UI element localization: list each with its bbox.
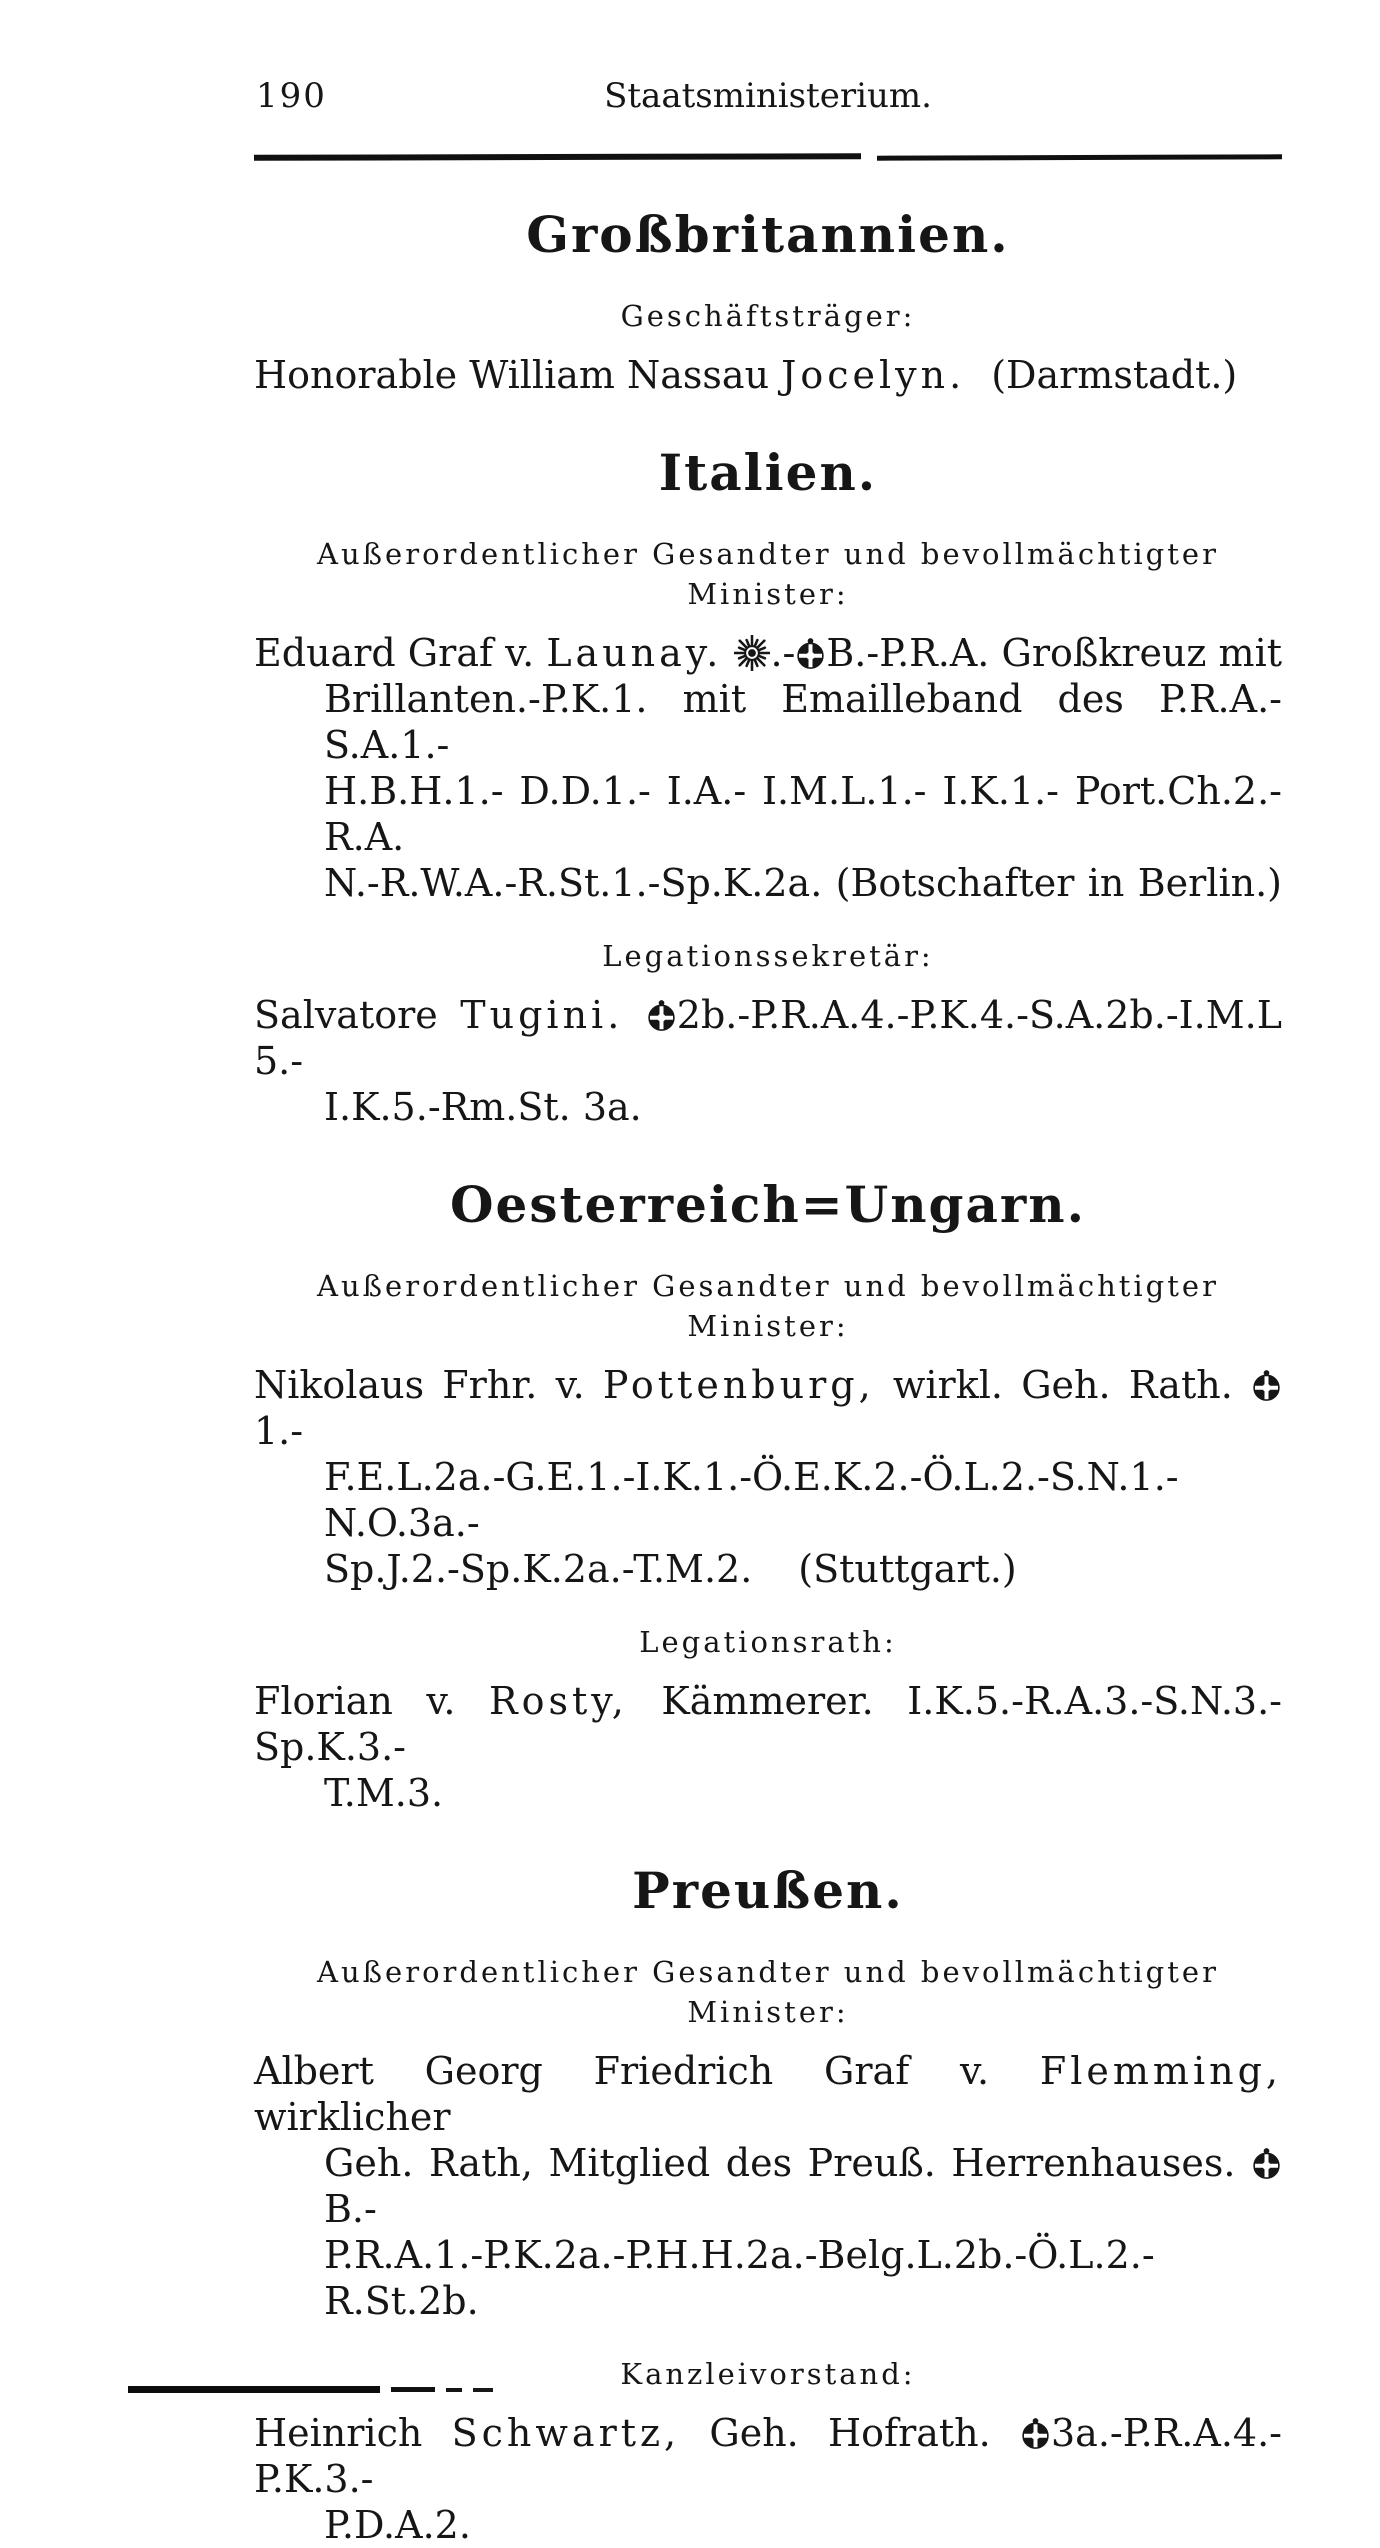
entry-text: Sp.J.2.-Sp.K.2a.-T.M.2. xyxy=(324,1547,753,1591)
entry-line xyxy=(254,1770,1282,1816)
person-entry xyxy=(254,2048,1282,2324)
section-title: Oesterreich=Ungarn. xyxy=(449,1175,1087,1234)
role-heading-line: Minister: xyxy=(687,1309,849,1343)
entry-line xyxy=(254,2410,1282,2502)
cross-medal-icon xyxy=(1251,1369,1282,1405)
cross-medal-icon xyxy=(1251,2147,1282,2183)
entry-line xyxy=(254,2232,1282,2324)
header-rule xyxy=(254,154,1282,160)
sections-container xyxy=(254,204,1282,2548)
entry-text: Geh. Hofrath. xyxy=(680,2411,1020,2455)
spaced-surname: Launay. xyxy=(546,631,723,675)
role-heading-line: Geschäftsträger: xyxy=(620,299,916,333)
cross-medal-icon xyxy=(646,999,677,1035)
entry-text xyxy=(722,631,734,675)
cross-medal-icon xyxy=(795,637,826,673)
entry-line xyxy=(254,630,1282,676)
entry-text: Brillanten.-P.K.1. mit Emailleband des P.R.A.-S.A.1.- xyxy=(324,677,1282,767)
country-section xyxy=(254,1174,1282,1816)
entry-line xyxy=(254,1454,1282,1546)
spaced-surname: Schwartz, xyxy=(451,2411,681,2455)
role-heading xyxy=(254,296,1282,336)
section-title: Preußen. xyxy=(632,1861,904,1920)
text-gap xyxy=(965,387,991,388)
person-entry xyxy=(254,2410,1282,2548)
page-number: 190 xyxy=(256,76,327,116)
role-heading xyxy=(254,534,1282,614)
role-heading-line: Kanzleivorstand: xyxy=(620,2357,916,2391)
page-header xyxy=(254,74,1282,118)
entry-text xyxy=(623,993,646,1037)
role-heading xyxy=(254,936,1282,976)
entry-text: 2b.-P.R.A.4.-P.K.4.-S.A.2b.-I.M.L 5.- xyxy=(254,993,1282,1083)
entry-text: Florian v. xyxy=(254,1679,490,1723)
entry-text: Geh. Rath, Mitglied des Preuß. Herrenhauses. xyxy=(324,2141,1251,2185)
section-title: Großbritannien. xyxy=(526,205,1010,264)
spaced-surname: Flemming, xyxy=(1039,2049,1282,2093)
entry-line xyxy=(254,860,1282,906)
smudge-segment xyxy=(391,2387,435,2392)
role-heading xyxy=(254,1622,1282,1662)
entry-text: (Stuttgart.) xyxy=(798,1547,1017,1591)
entry-text: 3a.-P.R.A.4.-P.K.3.- xyxy=(254,2411,1282,2501)
entry-text: T.M.3. xyxy=(324,1771,444,1815)
role-heading-line: Legationsrath: xyxy=(639,1625,897,1659)
page-content xyxy=(254,0,1282,2548)
entry-line xyxy=(254,2048,1282,2140)
smudge-segment xyxy=(128,2386,380,2393)
entry-line xyxy=(254,992,1282,1084)
entry-text: N.-R.W.A.-R.St.1.-Sp.K.2a. (Botschafter in Berlin.) xyxy=(324,861,1282,905)
entry-line xyxy=(254,352,1282,398)
smudge-segment xyxy=(446,2388,462,2392)
entry-line xyxy=(254,2140,1282,2232)
person-entry xyxy=(254,630,1282,906)
entry-text: (Darmstadt.) xyxy=(991,353,1238,397)
role-heading xyxy=(254,1952,1282,2032)
role-heading xyxy=(254,1266,1282,1346)
entry-text: Kämmerer. I.K.5.-R.A.3.-S.N.3.-Sp.K.3.- xyxy=(254,1679,1282,1769)
entry-line xyxy=(254,2502,1282,2548)
entry-line xyxy=(254,768,1282,860)
entry-line xyxy=(254,1678,1282,1770)
entry-text: .- xyxy=(770,631,796,675)
role-heading-line: Minister: xyxy=(687,577,849,611)
entry-line xyxy=(254,1546,1282,1592)
entry-text: B.- xyxy=(324,2187,377,2231)
entry-text: H.B.H.1.- D.D.1.- I.A.- I.M.L.1.- I.K.1.- Port.Ch.2.- R.A. xyxy=(324,769,1282,859)
section-title: Italien. xyxy=(658,443,878,502)
person-entry xyxy=(254,992,1282,1130)
entry-text: wirklicher xyxy=(254,2095,451,2139)
country-section xyxy=(254,442,1282,1130)
entry-text: F.E.L.2a.-G.E.1.-I.K.1.-Ö.E.K.2.-Ö.L.2.-S.N.1.-N.O.3a.- xyxy=(324,1455,1179,1545)
header-rule-right-segment xyxy=(877,154,1282,160)
running-header: Staatsministerium. xyxy=(604,76,932,116)
role-heading-line: Legationssekretär: xyxy=(602,939,934,973)
entry-text: B.-P.R.A. Großkreuz mit xyxy=(826,631,1283,675)
role-heading-line: Außerordentlicher Gesandter und bevollmächtigter xyxy=(317,537,1219,571)
entry-text: Honorable William Nassau xyxy=(254,353,782,397)
person-entry xyxy=(254,1678,1282,1816)
person-entry xyxy=(254,352,1282,398)
role-heading-line: Minister: xyxy=(687,1995,849,2029)
cross-medal-icon xyxy=(1020,2417,1051,2453)
entry-text: Albert Georg Friedrich Graf v. xyxy=(254,2049,1040,2093)
entry-text: 1.- xyxy=(254,1409,304,1453)
person-entry xyxy=(254,1362,1282,1592)
text-gap xyxy=(752,1581,798,1582)
entry-text: P.R.A.1.-P.K.2a.-P.H.H.2a.-Belg.L.2b.-Ö.L.2.-R.St.2b. xyxy=(324,2233,1155,2323)
entry-text: P.D.A.2. xyxy=(324,2503,471,2547)
spaced-surname: Tugini. xyxy=(460,993,624,1037)
role-heading-line: Außerordentlicher Gesandter und bevollmächtigter xyxy=(317,1269,1219,1303)
spaced-surname: Rosty, xyxy=(489,1679,628,1723)
entry-text: Heinrich xyxy=(254,2411,452,2455)
entry-text: wirkl. Geh. Rath. xyxy=(874,1363,1251,1407)
sunburst-ornament xyxy=(734,635,770,671)
entry-line xyxy=(254,1362,1282,1454)
bottom-edge-ink-smudge xyxy=(128,2386,493,2393)
smudge-segment xyxy=(473,2388,493,2392)
spaced-surname: Pottenburg, xyxy=(602,1363,875,1407)
country-section xyxy=(254,1860,1282,2548)
entry-text: I.K.5.-Rm.St. 3a. xyxy=(324,1085,642,1129)
entry-text: Salvatore xyxy=(254,993,461,1037)
country-section xyxy=(254,204,1282,398)
entry-text: Nikolaus Frhr. v. xyxy=(254,1363,603,1407)
header-rule-left-segment xyxy=(254,153,861,161)
spaced-surname: Jocelyn. xyxy=(781,353,966,397)
role-heading-line: Außerordentlicher Gesandter und bevollmächtigter xyxy=(317,1955,1219,1989)
entry-text: Eduard Graf v. xyxy=(254,631,547,675)
entry-line xyxy=(254,1084,1282,1130)
entry-line xyxy=(254,676,1282,768)
